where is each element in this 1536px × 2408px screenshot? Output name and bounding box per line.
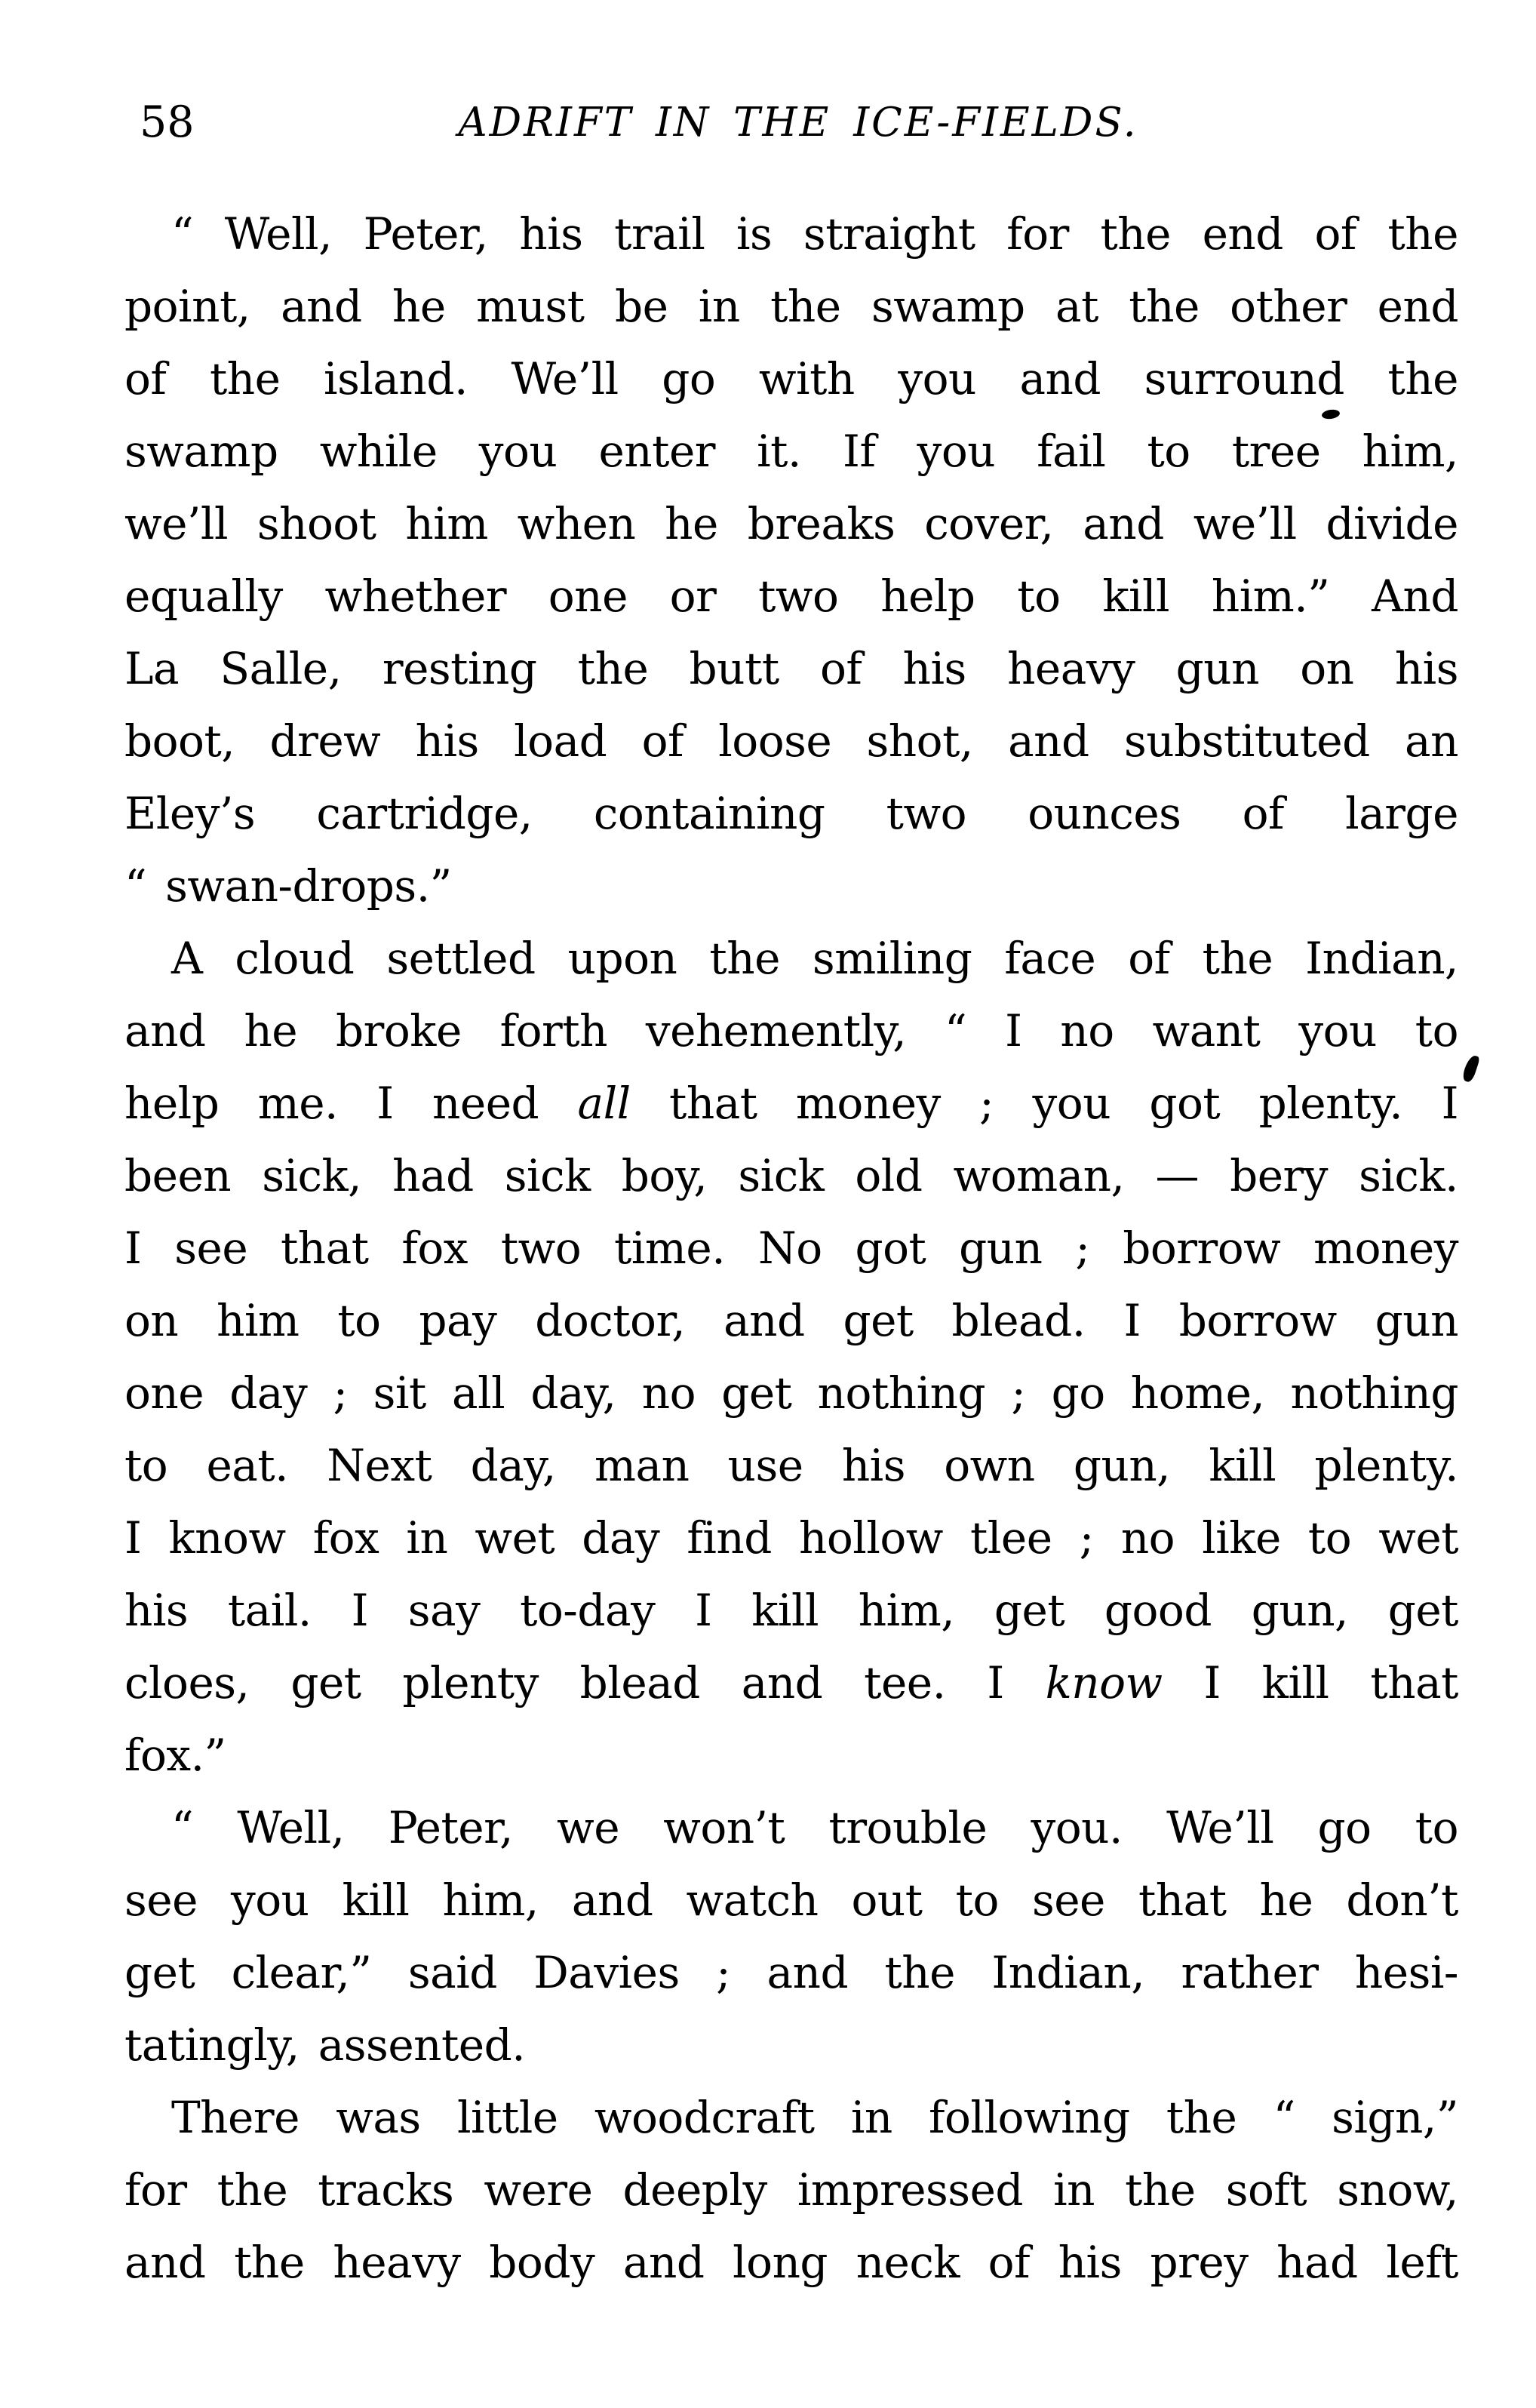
text-line: tatingly, assented. bbox=[124, 2019, 526, 2071]
body-text bbox=[124, 198, 1458, 2299]
text-line: on him to pay doctor, and get blead. I borrow gun bbox=[124, 1295, 1458, 1346]
text-line: see you kill him, and watch out to see that he don’t bbox=[124, 1874, 1458, 1926]
paragraph bbox=[124, 198, 1458, 922]
text-line: to eat. Next day, man use his own gun, kill plenty. bbox=[124, 1440, 1458, 1491]
text-line: one day ; sit all day, no get nothing ; go home, nothing bbox=[124, 1367, 1458, 1419]
text-line: “ Well, Peter, his trail is straight for the end of the bbox=[171, 208, 1458, 260]
text-line: swamp while you enter it. If you fail to tree him, bbox=[124, 426, 1458, 477]
paragraph bbox=[124, 1791, 1458, 2081]
text-line: I know fox in wet day find hollow tlee ; no like to wet bbox=[124, 1512, 1458, 1564]
text-line: equally whether one or two help to kill him.” And bbox=[124, 570, 1458, 622]
text-line: A cloud settled upon the smiling face of the Indian, bbox=[171, 933, 1458, 984]
text-line: There was little woodcraft in following the “ sign,” bbox=[171, 2092, 1458, 2143]
text-line: his tail. I say to-day I kill him, get good gun, get bbox=[124, 1585, 1458, 1636]
text-line: we’ll shoot him when he breaks cover, and we’ll divide bbox=[124, 498, 1458, 549]
text-line: help me. I need all that money ; you got plenty. I bbox=[124, 1078, 1458, 1129]
text-line: fox.” bbox=[124, 1730, 226, 1781]
text-line: cloes, get plenty blead and tee. I know I kill that bbox=[124, 1657, 1458, 1708]
running-title: ADRIFT IN THE ICE-FIELDS. bbox=[458, 100, 1138, 146]
text-line: point, and he must be in the swamp at the other end bbox=[124, 281, 1458, 332]
text-line: get clear,” said Davies ; and the Indian, rather hesi- bbox=[124, 1947, 1458, 1998]
text-line: boot, drew his load of loose shot, and substituted an bbox=[124, 715, 1458, 767]
ink-speck bbox=[1461, 1054, 1480, 1084]
text-line: for the tracks were deeply impressed in the soft snow, bbox=[124, 2164, 1458, 2216]
text-line: La Salle, resting the butt of his heavy gun on his bbox=[124, 643, 1458, 694]
text-line: Eley’s cartridge, containing two ounces of large bbox=[124, 788, 1458, 839]
paragraph bbox=[124, 2081, 1458, 2299]
text-line: of the island. We’ll go with you and surround the bbox=[124, 353, 1458, 404]
paragraph bbox=[124, 922, 1458, 1791]
page-header bbox=[0, 97, 1536, 157]
page-number: 58 bbox=[140, 97, 195, 147]
text-line: “ Well, Peter, we won’t trouble you. We’ll go to bbox=[171, 1802, 1458, 1853]
text-line: I see that fox two time. No got gun ; borrow money bbox=[124, 1222, 1458, 1274]
text-line: and the heavy body and long neck of his prey had left bbox=[124, 2237, 1458, 2288]
text-line: been sick, had sick boy, sick old woman, — bery sick. bbox=[124, 1150, 1458, 1201]
text-line: “ swan-drops.” bbox=[124, 860, 452, 912]
text-line: and he broke forth vehemently, “ I no want you to bbox=[124, 1005, 1458, 1056]
